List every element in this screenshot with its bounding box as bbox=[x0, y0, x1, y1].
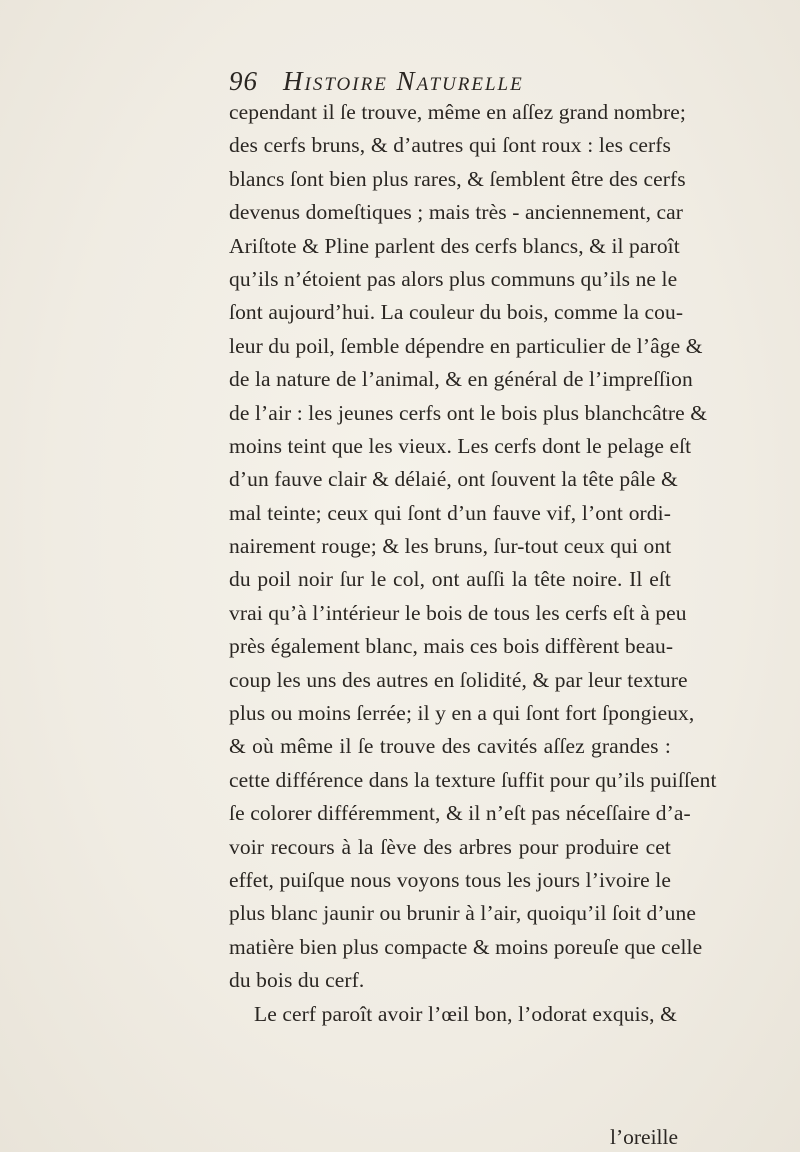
text-line: vrai qu’à l’intérieur le bois de tous les cerfs eſt à peu bbox=[229, 600, 687, 625]
text-line: voir recours à la ſève des arbres pour produire cet bbox=[229, 834, 671, 859]
text-line: & où même il ſe trouve des cavités aſſez grandes : bbox=[229, 734, 671, 759]
text-line: cette différence dans la texture ſuffit pour qu’ils puiſſent bbox=[229, 767, 717, 792]
text-line: nairement rouge; & les bruns, ſur-tout ceux qui ont bbox=[229, 534, 672, 559]
paragraph-start-line: Le cerf paroît avoir l’œil bon, l’odorat exquis, & bbox=[254, 1001, 677, 1026]
text-line: ſont aujourd’hui. La couleur du bois, comme la cou- bbox=[229, 300, 684, 325]
text-line: du poil noir ſur le col, ont auſſi la tête noire. Il eſt bbox=[229, 567, 671, 592]
text-line: de la nature de l’animal, & en général de l’impreſſion bbox=[229, 367, 693, 392]
text-line: qu’ils n’étoient pas alors plus communs qu’ils ne le bbox=[229, 266, 678, 291]
body-text bbox=[229, 96, 717, 1031]
text-line: leur du poil, ſemble dépendre en particulier de l’âge & bbox=[229, 333, 703, 358]
text-line: coup les uns des autres en ſolidité, & par leur texture bbox=[229, 667, 688, 692]
catchword: l’oreille bbox=[610, 1125, 679, 1149]
text-line: des cerfs bruns, & d’autres qui ſont roux : les cerfs bbox=[229, 133, 671, 158]
text-line: d’un fauve clair & délaié, ont ſouvent la tête pâle & bbox=[229, 467, 678, 492]
text-line: plus ou moins ſerrée; il y en a qui ſont fort ſpongieux, bbox=[229, 701, 695, 726]
text-line: de l’air : les jeunes cerfs ont le bois plus blanchcâtre & bbox=[229, 400, 708, 425]
text-line: effet, puiſque nous voyons tous les jours l’ivoire le bbox=[229, 867, 671, 892]
text-line: du bois du cerf. bbox=[229, 968, 365, 993]
page-number: 96 bbox=[229, 66, 258, 96]
text-line: devenus domeſtiques ; mais très - anciennement, car bbox=[229, 200, 684, 225]
text-line: matière bien plus compacte & moins poreuſe que celle bbox=[229, 934, 703, 959]
text-line: blancs ſont bien plus rares, & ſemblent être des cerfs bbox=[229, 166, 686, 191]
text-line: ſe colorer différemment, & il n’eſt pas néceſſaire d’a- bbox=[229, 801, 691, 826]
text-line: moins teint que les vieux. Les cerfs dont le pelage eſt bbox=[229, 433, 692, 458]
text-line: cependant il ſe trouve, même en aſſez grand nombre; bbox=[229, 100, 687, 124]
text-line: près également blanc, mais ces bois diffèrent beau- bbox=[229, 634, 674, 659]
text-line: Ariſtote & Pline parlent des cerfs blancs, & il paroît bbox=[229, 233, 680, 258]
text-line: mal teinte; ceux qui ſont d’un fauve vif, l’ont ordi- bbox=[229, 500, 671, 525]
running-head: Histoire Naturelle bbox=[283, 66, 524, 96]
text-line: plus blanc jaunir ou brunir à l’air, quoiqu’il ſoit d’une bbox=[229, 901, 696, 926]
